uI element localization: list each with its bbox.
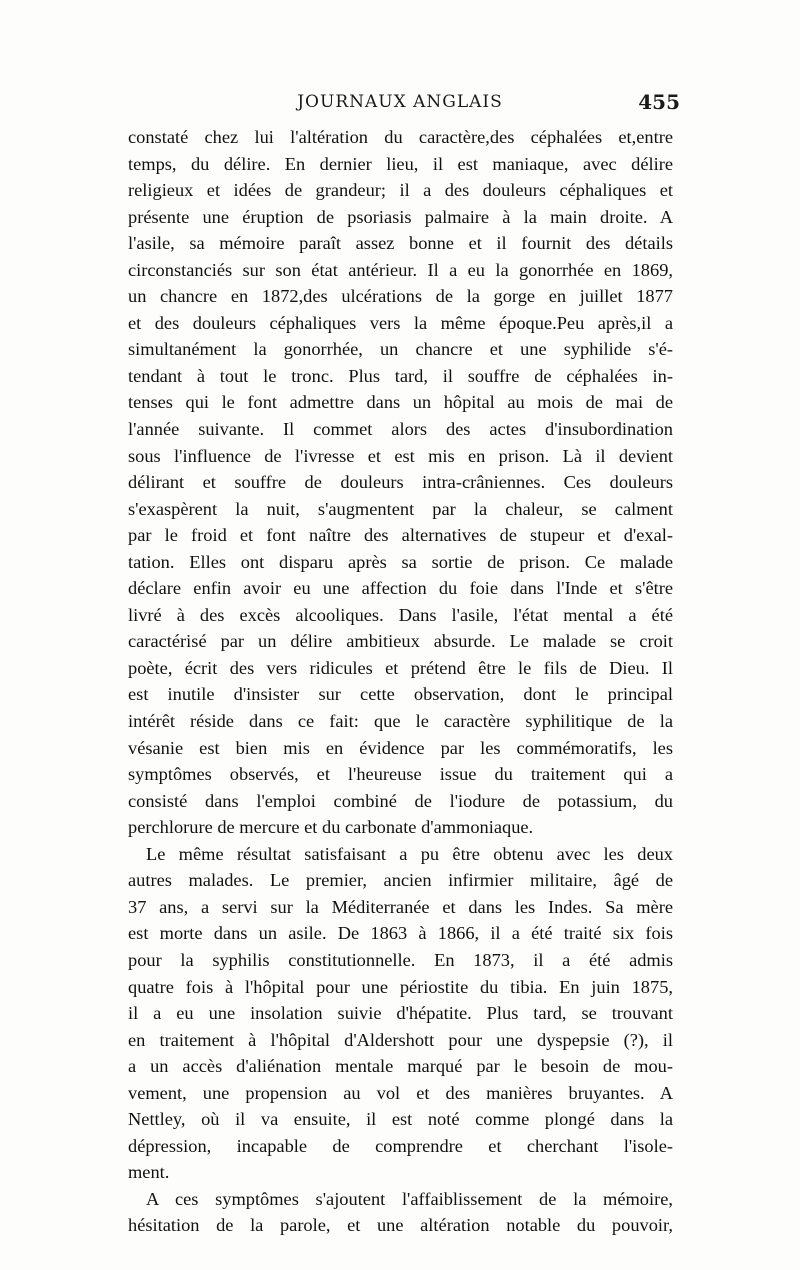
text-line: religieux et idées de grandeur; il a des douleurs céphaliques et	[128, 180, 673, 201]
text-line: est morte dans un asile. De 1863 à 1866, il a été traité six fois	[128, 923, 673, 944]
text-line: en traitement à l'hôpital d'Aldershott pour une dyspepsie (?), il	[128, 1029, 673, 1050]
text-line: quatre fois à l'hôpital pour une périostite du tibia. En juin 1875,	[128, 976, 673, 997]
text-line: dépression, incapable de comprendre et cherchant l'isole-	[128, 1135, 673, 1156]
text-line: hésitation de la parole, et une altération notable du pouvoir,	[128, 1215, 673, 1236]
running-head	[128, 88, 680, 116]
text-line: temps, du délire. En dernier lieu, il est maniaque, avec délire	[128, 153, 673, 174]
text-line: perchlorure de mercure et du carbonate d'ammoniaque.	[128, 817, 534, 838]
text-line: sous l'influence de l'ivresse et est mis en prison. Là il devient	[128, 445, 673, 466]
text-line: simultanément la gonorrhée, un chancre et une syphilide s'é-	[128, 339, 673, 360]
text-line: présente une éruption de psoriasis palmaire à la main droite. A	[128, 206, 673, 227]
text-line: vement, une propension au vol et des manières bruyantes. A	[128, 1082, 673, 1103]
text-line: consisté dans l'emploi combiné de l'iodure de potassium, du	[128, 790, 673, 811]
text-line: l'année suivante. Il commet alors des actes d'insubordination	[128, 419, 673, 440]
text-line: Le même résultat satisfaisant a pu être obtenu avec les deux	[146, 843, 673, 864]
text-line: vésanie est bien mis en évidence par les commémoratifs, les	[128, 737, 673, 758]
text-line: autres malades. Le premier, ancien infirmier militaire, âgé de	[128, 870, 673, 891]
text-line: tation. Elles ont disparu après sa sortie de prison. Ce malade	[128, 551, 673, 572]
text-line: poète, écrit des vers ridicules et prétend être le fils de Dieu. Il	[128, 657, 673, 678]
text-line: par le froid et font naître des alternatives de stupeur et d'exal-	[128, 525, 673, 546]
text-line: délirant et souffre de douleurs intra-crâniennes. Ces douleurs	[128, 472, 673, 493]
text-line: pour la syphilis constitutionnelle. En 1873, il a été admis	[128, 949, 673, 970]
text-line: il a eu une insolation suivie d'hépatite. Plus tard, se trouvant	[128, 1003, 673, 1024]
text-line: caractérisé par un délire ambitieux absurde. Le malade se croit	[128, 631, 673, 652]
text-line: A ces symptômes s'ajoutent l'affaiblissement de la mémoire,	[146, 1188, 673, 1209]
text-line: livré à des excès alcooliques. Dans l'asile, l'état mental a été	[128, 604, 673, 625]
text-line: constaté chez lui l'altération du caractère,des céphalées et,entre	[128, 127, 673, 147]
text-line: intérêt réside dans ce fait: que le caractère syphilitique de la	[128, 711, 673, 732]
body-text	[128, 124, 673, 1239]
text-line: tenses qui le font admettre dans un hôpital au mois de mai de	[128, 392, 673, 413]
text-line: circonstanciés sur son état antérieur. Il a eu la gonorrhée en 1869,	[128, 259, 673, 280]
text-line: un chancre en 1872,des ulcérations de la gorge en juillet 1877	[128, 286, 673, 307]
text-line: 37 ans, a servi sur la Méditerranée et dans les Indes. Sa mère	[128, 896, 673, 917]
text-line: et des douleurs céphaliques vers la même époque.Peu après,il a	[128, 312, 673, 333]
text-line: Nettley, où il va ensuite, il est noté comme plongé dans la	[128, 1109, 673, 1130]
text-line: s'exaspèrent la nuit, s'augmentent par la chaleur, se calment	[128, 498, 673, 519]
text-line: est inutile d'insister sur cette observation, dont le principal	[128, 684, 673, 705]
page-number: 455	[638, 90, 680, 114]
text-line: tendant à tout le tronc. Plus tard, il souffre de céphalées in-	[128, 365, 673, 386]
text-line: déclare enfin avoir eu une affection du foie dans l'Inde et s'être	[128, 578, 673, 599]
text-line: ment.	[128, 1162, 170, 1183]
text-line: l'asile, sa mémoire paraît assez bonne et il fournit des détails	[128, 233, 673, 254]
running-title: JOURNAUX ANGLAIS	[297, 92, 503, 112]
text-line: a un accès d'aliénation mentale marqué par le besoin de mou-	[128, 1056, 673, 1077]
text-line: symptômes observés, et l'heureuse issue du traitement qui a	[128, 764, 673, 785]
